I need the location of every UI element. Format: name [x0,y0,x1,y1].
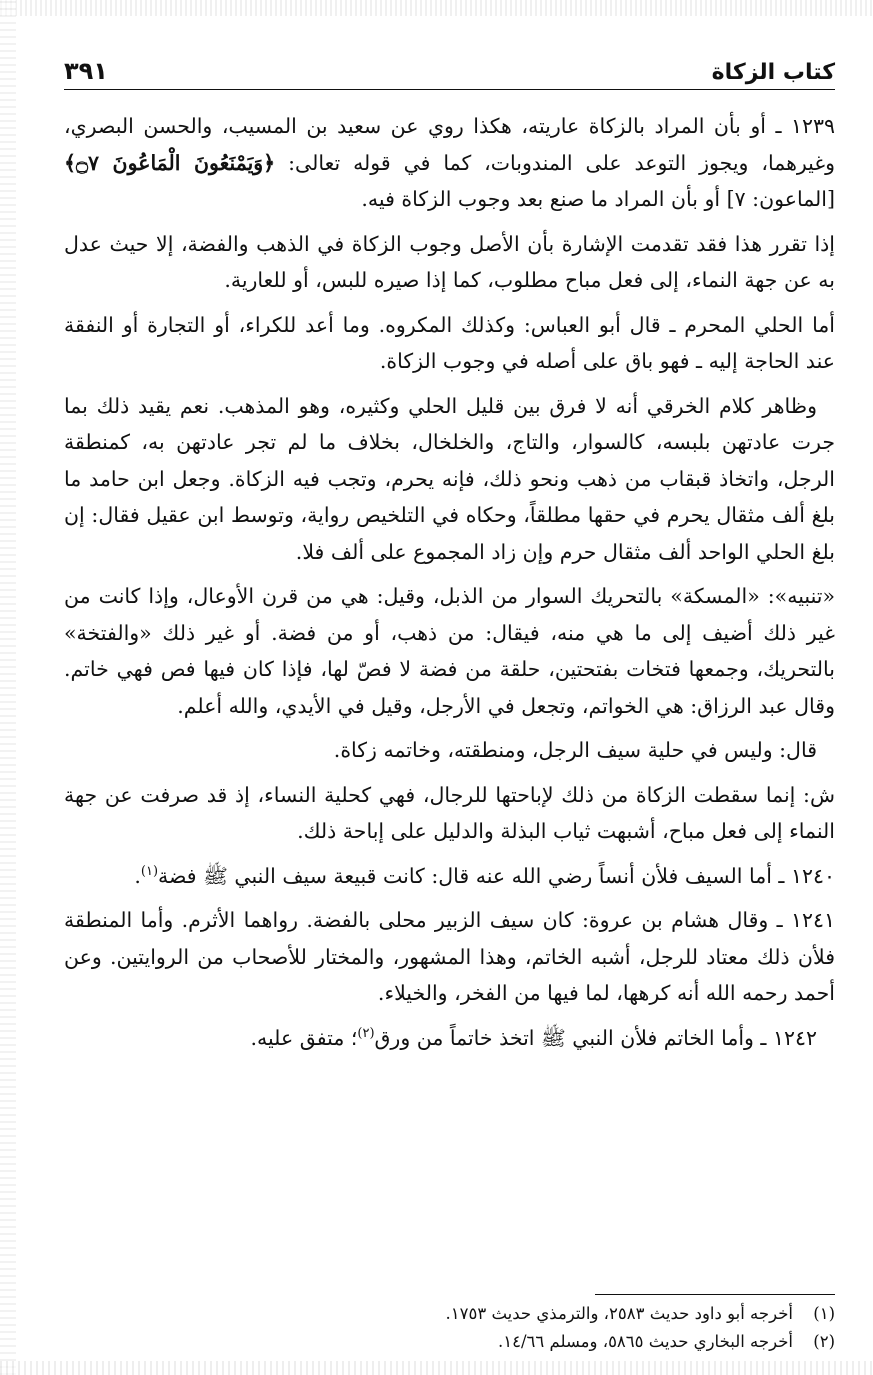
footnote-marker-2: (٢) [357,1025,375,1041]
footnote-1 [64,1300,835,1328]
paragraph-1240 [64,858,835,895]
running-title: كتاب الزكاة [711,60,835,85]
paragraph-sharh: ش: إنما سقطت الزكاة من ذلك لإباحتها للرجال، فهي كحلية النساء، إذ قد صرفت عن جهة النماء إلى فعل مباح، أشبهت ثياب البذلة والدليل على إباحة ذلك. [64,782,835,843]
paragraph-note: «تنبيه»: «المسكة» بالتحريك السوار من الذبل، وقيل: هي من قرن الأوعال، وإذا كانت من غير ذلك أضيف إلى ما هي منه، فيقال: من ذهب، أو من فضة. أو غير ذلك «والفتخة» بالتحريك، وجمعها فتخات بفتحتين، حلقة من فضة لا فصّ لها، فإذا كان فيها فص فهي خاتم. وقال عبد الرزاق: هي الخواتم، وتجعل في الأرجل، وقيل في الأيدي، والله أعلم. [64,584,835,718]
footnote-divider [595,1294,835,1295]
paragraph-text: أو بأن المراد ما صنع بعد وجوب الزكاة فيه. [361,187,721,211]
paragraph: وظاهر كلام الخرقي أنه لا فرق بين قليل الحلي وكثيره، وهو المذهب. نعم يقيد ذلك بما جرت عادتهن بلبسه، كالسوار، والتاج، والخلخال، بخلاف ما لم تجر عادتهن به، كمنطقة الرجل، واتخاذ قبقاب من ذهب ونحو ذلك، فإنه يحرم، وتجب فيه الزكاة. وجعل ابن حامد ما بلغ ألف مثقال يحرم في حقها مطلقاً، وحكاه في التلخيص رواية، وتوسط ابن عقيل فقال: إن بلغ الحلي الواحد ألف مثقال حرم وإن زاد المجموع على ألف فلا. [64,393,835,564]
page-header [64,50,835,90]
paragraph-1241: ١٢٤١ ـ وقال هشام بن عروة: كان سيف الزبير محلى بالفضة. رواهما الأثرم. وأما المنطقة فلأن ذلك معتاد للرجل، أشبه الخاتم، وهذا المشهور، والمختار للأصحاب من الروايتين. وعن أحمد رحمه الله أنه كرهها، لما فيها من الفخر، والخيلاء. [64,908,835,1005]
page-body [64,108,835,1064]
scan-edge-top [0,0,873,16]
paragraph-1239 [64,108,835,218]
paragraph-text: ١٢٣٩ ـ أو بأن المراد بالزكاة عاريته، هكذا روي عن سعيد بن المسيب، والحسن البصري، وغيرهما، ويجوز التوعد على المندوبات، كما في قوله تعالى: [64,114,835,175]
paragraph-text: ١٢٤٢ ـ وأما الخاتم فلأن النبي ﷺ اتخذ خاتماً من ورق [374,1025,817,1050]
paragraph-text: ١٢٤٠ ـ أما السيف فلأن أنساً رضي الله عنه قال: كانت قبيعة سيف النبي ﷺ فضة [158,863,835,888]
footnote-marker-1: (١) [140,863,159,879]
paragraph-1242 [64,1020,835,1057]
page-number: ٣٩١ [64,57,108,85]
paragraph-text: ؛ متفق عليه. [250,1025,358,1050]
footnotes [64,1300,835,1356]
footnote-2 [64,1328,835,1356]
footnote-number: (١) [813,1304,835,1323]
quran-reference: [الماعون: ٧] [726,187,835,211]
punctuation: . [134,863,141,888]
footnote-number: (٢) [813,1332,835,1351]
footnote-text: أخرجه أبو داود حديث ٢٥٨٣، والترمذي حديث ١٧٥٣. [445,1304,793,1323]
quran-verse: ﴿وَيَمْنَعُونَ الْمَاعُونَ ۝٧﴾ [64,150,276,175]
scan-edge-left [0,0,16,1375]
paragraph: إذا تقرر هذا فقد تقدمت الإشارة بأن الأصل وجوب الزكاة في الذهب والفضة، إلا حيث عدل به عن جهة النماء، إلى فعل مباح مطلوب، كما إذا صيره للبس، أو للعارية. [64,231,835,292]
paragraph-matn: قال: وليس في حلية سيف الرجل، ومنطقته، وخاتمه زكاة. [333,738,817,762]
paragraph: أما الحلي المحرم ـ قال أبو العباس: وكذلك المكروه. وما أعد للكراء، أو التجارة أو النفقة عند الحاجة إليه ـ فهو باق على أصله في وجوب الزكاة. [64,312,835,373]
footnote-text: أخرجه البخاري حديث ٥٨٦٥، ومسلم ١٤/٦٦. [498,1332,793,1351]
scan-edge-bottom [0,1361,873,1375]
